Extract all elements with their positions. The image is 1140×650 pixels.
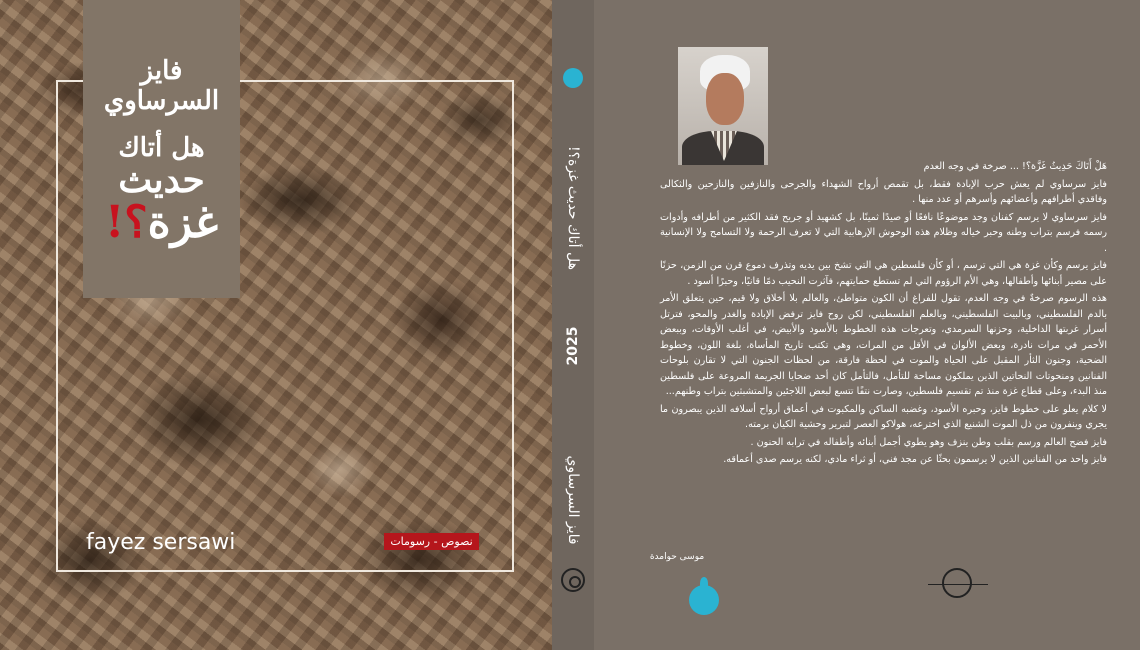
- author-photo-icon: [678, 47, 768, 165]
- title-line-3: غزة: [147, 197, 218, 249]
- book-title: [89, 133, 234, 249]
- spine-publisher-mark-icon: [561, 568, 585, 592]
- title-line-2: حديث: [118, 159, 205, 202]
- publisher-logo-black-icon: [928, 568, 988, 612]
- author-name-arabic: فايز السرساوي: [103, 56, 220, 116]
- publisher-logo-blue-icon: [689, 577, 719, 615]
- back-cover: [594, 0, 1140, 650]
- blurb-paragraph: لا كلام يعلو على خطوط فايز، وحبره الأسود، وغضبه الساكن والمكبوت في أعماق أرواح أسلافه الذين يبصرون ما يجري وينفرون من ذل الموت الشنيع الذي اخترعه، هولاكو العصر لتبرير وحشية الكيان برمته.: [660, 403, 1107, 430]
- spine-title: هل أتاك حديث غزة؟!: [565, 145, 581, 270]
- spine-publisher-icon: [563, 68, 583, 88]
- blurb-paragraph: هذه الرسوم صرخةٌ في وجه العدم، تقول للفراغ أن الكون متواطئ، والعالم بلا أخلاق ولا قيم، حين يتعلق الأمر بالدم الفلسطيني، وبالبيت الفلسطيني، وبالعلم الفلسطيني، لكن روح فايز ترفض الإبادة والغدر والمحو، فترتل أسرار غربتها الداخلية، وحزنها السرمدي، وتعرجات هذه الخطوط بالأسود والأبيض، في أغلب الأوقات، وببعض الأحمر في مرات نادرة، وبعض الألوان في الأقل من المرات، وهي تكتب تاريخ المأساة، بلغة اللون، وخطوط الضحية، وجنون الثأر المقبل على الحياة والموت في لحظة فارقة، من لحظات الجنون التي لا تقارن بلوحات الفنانين ومنحوتات النحاتين الذين يملكون مساحة للتأمل، فالتأمل كان أحد ضحايا الجريمة المروعة على فلسطين منذ البدء، وعلى قطاع غزة منذ تم تقسيم فلسطين، وصارت نتفًا تتسع لبعض اللاجئين والمتشبثين بتراب وطنهم...: [660, 293, 1107, 397]
- spine: [552, 0, 594, 650]
- blurb-signature: موسى حوامدة: [649, 552, 705, 562]
- spine-author: فايز السرساوي: [565, 455, 581, 545]
- author-name-english: fayez sersawi: [86, 530, 236, 555]
- blurb-paragraph: فايز يرسم وكأن غزة هي التي ترسم ، أو كأن فلسطين هي التي تشخ بين يديه وتذرف دموع قرن من الزمن، حزنًا على مصير أبنائها وأطفالها، وهي الأم الرؤوم التي لم تستطع حمايتهم، فآثرت النحيب دمًا قانيًا، وحبرًا أسود .: [660, 260, 1107, 287]
- blurb-paragraph: فايز واحد من الفنانين الذين لا يرسمون بحثًا عن مجد فني، أو ثراء مادي، لكنه يرسم صدى أعماقه.: [723, 454, 1107, 465]
- blurb-paragraph: فايز سرساوي لا يرسم كفنان وجد موضوعًا نافعًا أو صيدًا ثمينًا، بل كشهيد أو جريح فقد الكثير من أطرافه وأدوات رسمه فرسم بتراب وطنه وحبر خياله وظلام هذه الوحوش الإرهابية التي لا تعرف الرحمة ولا التسامح ولا الإنسانية .: [660, 211, 1107, 254]
- title-line-1: هل أتاك: [118, 133, 205, 163]
- genre-badge: نصوص - رسومات: [384, 533, 479, 550]
- title-panel: [83, 0, 240, 298]
- blurb-paragraph: هَلْ أَتَاكَ حَدِيثُ غَزَّة؟! ... صرخة في وجه العدم: [923, 161, 1107, 172]
- blurb-paragraph: فايز فضح العالم ورسم بقلب وطن ينزف وهو يطوي أجمل أبنائه وأطفاله في ترابه الحنون .: [750, 436, 1107, 448]
- spine-year: 2025: [565, 326, 581, 366]
- title-marks: ؟!: [104, 197, 148, 249]
- title-line-3-wrap: [89, 197, 234, 249]
- blurb-paragraph: فايز سرساوي لم يعش حرب الإبادة فقط، بل تقمص أرواح الشهداء والجرحى والنازفين والنازحين والثكالى وفاقدي أطرافهم وأعضائهم وأسرهم أو عدد منها .: [660, 178, 1107, 205]
- front-cover: [0, 0, 552, 650]
- back-blurb: [660, 159, 1107, 470]
